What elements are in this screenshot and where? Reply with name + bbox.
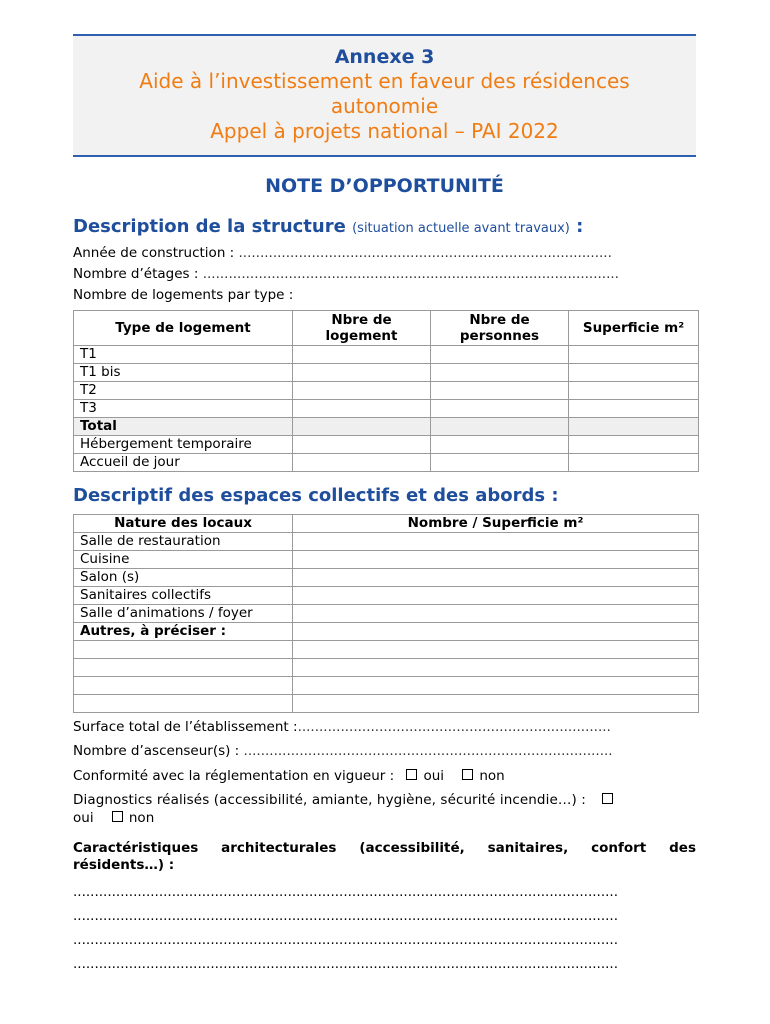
table-header-row — [74, 311, 699, 346]
cell-input[interactable] — [293, 454, 431, 472]
row-label: T2 — [74, 382, 293, 400]
etages-dots: ................................................................................................. — [202, 266, 619, 282]
logements-label: Nombre de logements par type : — [73, 287, 294, 303]
surface-label: Surface total de l’établissement : — [73, 719, 298, 735]
table-row — [74, 641, 699, 659]
diagnostics-non-checkbox[interactable] — [112, 811, 123, 822]
table-row — [74, 436, 699, 454]
caracteristiques-line-1[interactable]: ............................................................................................................................... — [73, 884, 618, 900]
cell-input[interactable] — [431, 364, 569, 382]
table-row — [74, 533, 699, 551]
cell-input[interactable] — [293, 659, 699, 677]
table-row — [74, 346, 699, 364]
cell-input[interactable] — [569, 346, 699, 364]
table-row — [74, 569, 699, 587]
cell-input[interactable] — [293, 623, 699, 641]
table-header-row — [74, 515, 699, 533]
cell-input[interactable] — [569, 382, 699, 400]
diagnostics-row — [73, 791, 698, 809]
header-box — [73, 34, 696, 157]
table-row — [74, 587, 699, 605]
table-row — [74, 659, 699, 677]
surface-total-field[interactable] — [73, 718, 698, 736]
conformite-oui-label: oui — [423, 768, 445, 784]
cell-input[interactable] — [431, 400, 569, 418]
cell-input[interactable] — [74, 641, 293, 659]
conformite-non-checkbox[interactable] — [462, 769, 473, 780]
cell-input[interactable] — [74, 659, 293, 677]
cell-input[interactable] — [293, 569, 699, 587]
row-label: T1 bis — [74, 364, 293, 382]
row-label: T3 — [74, 400, 293, 418]
cell-input[interactable] — [293, 641, 699, 659]
cell-input[interactable] — [569, 418, 699, 436]
espaces-table — [73, 514, 699, 713]
cell-input[interactable] — [569, 400, 699, 418]
table-row-total — [74, 418, 699, 436]
note-title: NOTE D’OPPORTUNITÉ — [265, 175, 504, 197]
col-header-nature: Nature des locaux — [74, 515, 293, 533]
conformite-oui-checkbox[interactable] — [406, 769, 417, 780]
annexe-title: Annexe 3 — [334, 46, 435, 68]
col-header-nombre-superficie: Nombre / Superficie m² — [293, 515, 699, 533]
row-label: Salle de restauration — [74, 533, 293, 551]
cell-input[interactable] — [569, 454, 699, 472]
row-label: Sanitaires collectifs — [74, 587, 293, 605]
caracteristiques-line-4[interactable]: ............................................................................................................................... — [73, 956, 618, 972]
cell-input[interactable] — [569, 364, 699, 382]
cell-input[interactable] — [293, 533, 699, 551]
caracteristiques-line-3[interactable]: ............................................................................................................................... — [73, 932, 618, 948]
table-row — [74, 695, 699, 713]
cell-input[interactable] — [293, 551, 699, 569]
row-label-total: Total — [74, 418, 293, 436]
row-label: Salle d’animations / foyer — [74, 605, 293, 623]
caracteristiques-line-2[interactable]: ............................................................................................................................... — [73, 908, 618, 924]
cell-input[interactable] — [293, 605, 699, 623]
ascenseur-label: Nombre d’ascenseur(s) : — [73, 743, 244, 759]
cell-input[interactable] — [293, 382, 431, 400]
cell-input[interactable] — [431, 382, 569, 400]
diagnostics-row-2 — [73, 809, 698, 827]
diagnostics-oui-checkbox[interactable] — [602, 793, 613, 804]
table-row — [74, 364, 699, 382]
header-line-2: autonomie — [330, 94, 439, 118]
table-row — [74, 400, 699, 418]
ascenseurs-field[interactable] — [73, 742, 698, 760]
header-line-3: Appel à projets national – PAI 2022 — [210, 119, 559, 143]
cell-input[interactable] — [293, 677, 699, 695]
row-label: T1 — [74, 346, 293, 364]
nombre-etages-field[interactable] — [73, 265, 698, 283]
cell-input[interactable] — [293, 400, 431, 418]
table-row — [74, 454, 699, 472]
structure-title-main: Description de la structure — [73, 216, 346, 237]
cell-input[interactable] — [431, 454, 569, 472]
col-header-nbre-logement: Nbre de logement — [293, 311, 431, 346]
cell-input[interactable] — [431, 436, 569, 454]
etages-label: Nombre d’étages : — [73, 266, 203, 282]
caracteristiques-label: Caractéristiques architecturales (accessibilité, sanitaires, confort des résidents…) : — [73, 840, 696, 873]
table-row — [74, 623, 699, 641]
cell-input[interactable] — [431, 418, 569, 436]
annee-label: Année de construction : — [73, 245, 239, 261]
table-row — [74, 551, 699, 569]
conformite-row — [73, 767, 698, 785]
structure-title-colon: : — [576, 216, 584, 237]
diagnostics-label: Diagnostics réalisés (accessibilité, amiante, hygiène, sécurité incendie…) : — [73, 792, 586, 808]
diagnostics-non-label: non — [128, 810, 155, 826]
cell-input[interactable] — [293, 436, 431, 454]
conformite-non-label: non — [479, 768, 505, 784]
row-label: Cuisine — [74, 551, 293, 569]
col-header-type: Type de logement — [74, 311, 293, 346]
espaces-section-title: Descriptif des espaces collectifs et des abords : — [73, 485, 559, 506]
col-header-superficie: Superficie m² — [569, 311, 699, 346]
cell-input[interactable] — [569, 436, 699, 454]
annee-construction-field[interactable] — [73, 244, 698, 262]
conformite-label: Conformité avec la réglementation en vigueur : — [73, 768, 395, 784]
row-label: Salon (s) — [74, 569, 293, 587]
cell-input[interactable] — [293, 346, 431, 364]
cell-input[interactable] — [431, 346, 569, 364]
structure-section-title — [73, 216, 696, 237]
col-header-nbre-personnes: Nbre de personnes — [431, 311, 569, 346]
diagnostics-oui-label: oui — [73, 810, 94, 826]
cell-input[interactable] — [74, 695, 293, 713]
row-label: Hébergement temporaire — [74, 436, 293, 454]
row-label: Accueil de jour — [74, 454, 293, 472]
header-line-1: Aide à l’investissement en faveur des résidences — [139, 69, 630, 93]
table-row — [74, 605, 699, 623]
logements-table — [73, 310, 699, 472]
annee-dots: ....................................................................................... — [238, 245, 612, 261]
table-row — [74, 677, 699, 695]
cell-input[interactable] — [293, 364, 431, 382]
cell-input[interactable] — [293, 587, 699, 605]
structure-title-small: (situation actuelle avant travaux) — [352, 221, 570, 236]
table-row — [74, 382, 699, 400]
surface-dots: ......................................................................... — [297, 719, 611, 735]
row-label-autres: Autres, à préciser : — [74, 623, 293, 641]
ascenseur-dots: ...................................................................................... — [243, 743, 613, 759]
cell-input[interactable] — [293, 418, 431, 436]
cell-input[interactable] — [293, 695, 699, 713]
cell-input[interactable] — [74, 677, 293, 695]
